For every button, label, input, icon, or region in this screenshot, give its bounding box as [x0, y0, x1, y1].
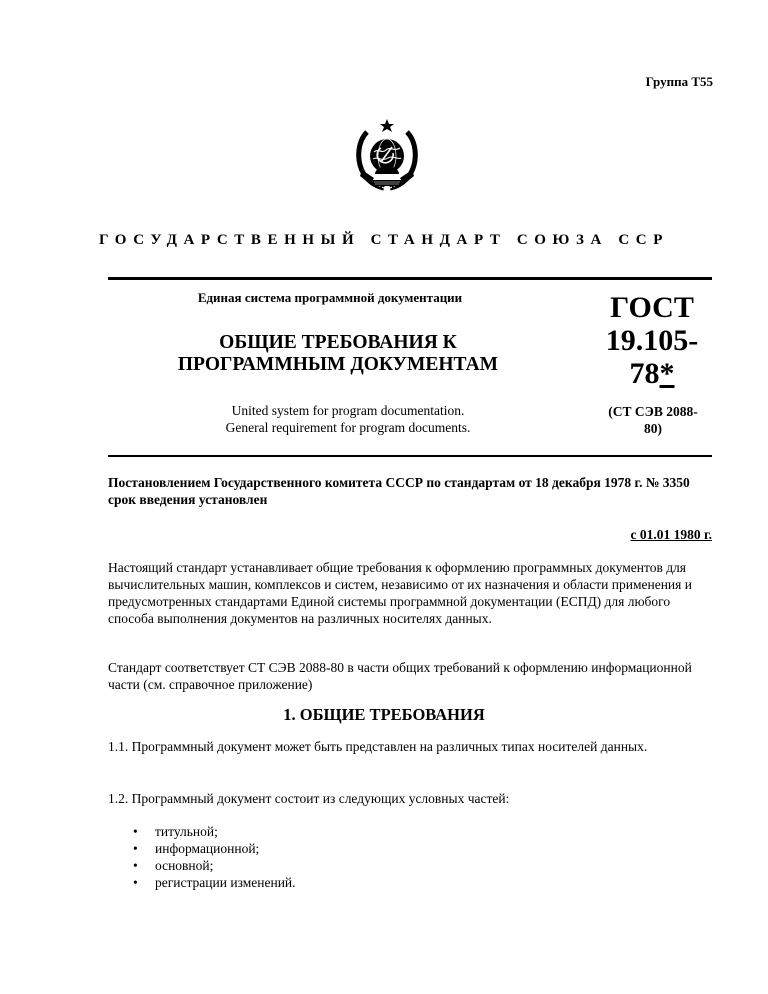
parts-list — [133, 823, 296, 891]
list-item: • титульной; — [133, 823, 296, 840]
intro-paragraph-1: Настоящий стандарт устанавливает общие требования к оформлению программных документов для вычислительных машин, комплексов и систем, независимо от их назначения и области применения и предусмотренных стандартами Единой системы программной документации (ЕСПД) для любого способа выполнения документов на различных носителях данных. — [108, 560, 692, 626]
st-sev-line-2: 80) — [644, 421, 662, 436]
english-title-line-1: United system for program documentation. — [231, 403, 465, 418]
list-item: • информационной; — [133, 840, 296, 857]
state-standard-heading: ГОСУДАРСТВЕННЫЙ СТАНДАРТ СОЮЗА ССР — [99, 232, 669, 248]
english-title-line-2: General requirement for program documents. — [225, 420, 471, 435]
effective-date: с 01.01 1980 г. — [630, 527, 712, 542]
list-item: • регистрации изменений. — [133, 874, 296, 891]
st-sev-reference — [584, 403, 722, 437]
system-name: Единая система программной документации — [197, 290, 463, 305]
section-heading: 1. ОБЩИЕ ТРЕБОВАНИЯ — [283, 705, 485, 724]
group-label: Группа Т55 — [645, 74, 713, 89]
intro-paragraph-2: Стандарт соответствует СТ СЭВ 2088-80 в части общих требований к оформлению информационной части (см. справочное приложение) — [108, 660, 692, 692]
bottom-divider — [108, 455, 712, 457]
ussr-state-emblem-icon — [354, 118, 420, 194]
document-title: ОБЩИЕ ТРЕБОВАНИЯ К ПРОГРАММНЫМ ДОКУМЕНТАМ — [177, 332, 499, 375]
st-sev-line-1: (СТ СЭВ 2088- — [608, 404, 698, 419]
gost-year-line — [582, 357, 722, 390]
clause-1-1: 1.1. Программный документ может быть представлен на различных типах носителей данных. — [108, 739, 648, 754]
top-divider — [108, 277, 712, 280]
gost-label: ГОСТ — [610, 291, 694, 324]
decree-text: Постановлением Государственного комитета СССР по стандартам от 18 декабря 1978 г. № 3350 срок введения установлен — [108, 475, 690, 507]
list-item: • основной; — [133, 857, 296, 874]
gost-year: 78 — [629, 357, 660, 390]
clause-1-2: 1.2. Программный документ состоит из следующих условных частей: — [108, 791, 510, 806]
amendment-star-link[interactable]: * — [659, 357, 675, 390]
english-title — [190, 402, 506, 436]
gost-number: 19.105- — [605, 324, 699, 357]
gost-designation — [582, 291, 722, 390]
